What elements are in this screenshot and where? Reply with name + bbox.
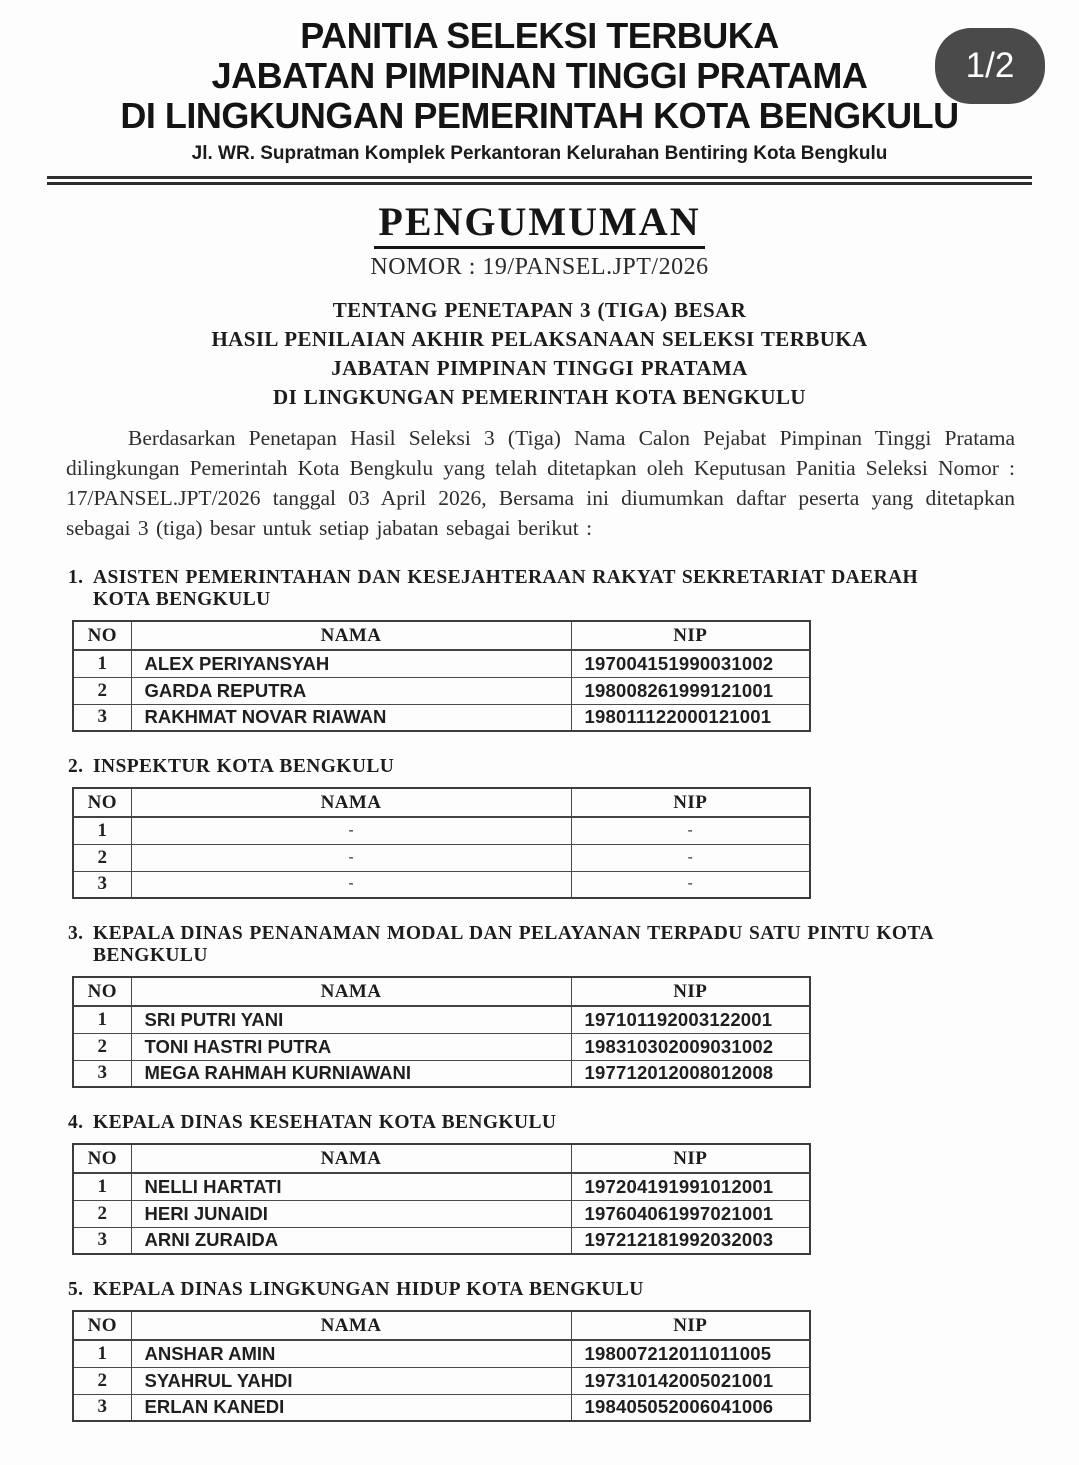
table-header-row [73,788,810,817]
job-section [68,1112,1013,1255]
cell-nip: 197101192003122001 [571,1006,810,1033]
cell-no: 1 [73,1006,131,1033]
results-table [72,787,811,899]
cell-no: 2 [73,1033,131,1060]
letterhead-address: Jl. WR. Supratman Komplek Perkantoran Kelurahan Bentiring Kota Bengkulu [191,143,888,164]
cell-nip: 197004151990031002 [571,650,810,677]
table-row [73,1033,810,1060]
cell-nama: SYAHRUL YAHDI [131,1367,571,1394]
cell-nama: ERLAN KANEDI [131,1394,571,1421]
cell-nama: ANSHAR AMIN [131,1340,571,1367]
announcement-title-row [0,198,1079,249]
cell-no: 1 [73,1173,131,1200]
section-title: INSPEKTUR KOTA BENGKULU [93,756,395,777]
col-header-no: NO [73,977,131,1006]
col-header-nama: NAMA [131,621,571,650]
table-row [73,1227,810,1254]
letterhead-divider [47,176,1032,185]
cell-no: 1 [73,1340,131,1367]
table-row [73,817,810,844]
table-row [73,871,810,898]
cell-nama: - [131,817,571,844]
cell-nip: 197212181992032003 [571,1227,810,1254]
cell-nip: 198008261999121001 [571,677,810,704]
job-section [68,567,1013,732]
col-header-nip: NIP [571,621,810,650]
col-header-nip: NIP [571,977,810,1006]
cell-no: 2 [73,844,131,871]
cell-nama: NELLI HARTATI [131,1173,571,1200]
cell-nama: RAKHMAT NOVAR RIAWAN [131,704,571,731]
cell-nama: ARNI ZURAIDA [131,1227,571,1254]
document-body [0,198,1079,1422]
col-header-nama: NAMA [131,1311,571,1340]
table-row [73,1340,810,1367]
section-heading [68,1112,973,1134]
cell-no: 3 [73,871,131,898]
col-header-nip: NIP [571,1144,810,1173]
announcement-subject [0,296,1079,412]
table-row [73,1200,810,1227]
cell-no: 3 [73,1394,131,1421]
section-title: ASISTEN PEMERINTAHAN DAN KESEJAHTERAAN RAKYAT SEKRETARIAT DAERAH KOTA BENGKULU [93,567,919,610]
cell-no: 2 [73,1367,131,1394]
table-header-row [73,1311,810,1340]
cell-nip: 197604061997021001 [571,1200,810,1227]
cell-no: 3 [73,1227,131,1254]
section-heading [68,923,973,967]
table-row [73,1173,810,1200]
col-header-nama: NAMA [131,788,571,817]
cell-no: 2 [73,1200,131,1227]
table-row [73,677,810,704]
col-header-no: NO [73,1311,131,1340]
table-row [73,1006,810,1033]
letterhead-line-3: DI LINGKUNGAN PEMERINTAH KOTA BENGKULU [120,95,959,136]
section-title: KEPALA DINAS PENANAMAN MODAL DAN PELAYANAN TERPADU SATU PINTU KOTA BENGKULU [93,923,933,966]
cell-nip: 198007212011011005 [571,1340,810,1367]
results-table [72,620,811,732]
job-section [68,923,1013,1088]
cell-nip: 197204191991012001 [571,1173,810,1200]
col-header-no: NO [73,1144,131,1173]
cell-nip: 197310142005021001 [571,1367,810,1394]
cell-nip: 198011122000121001 [571,704,810,731]
cell-no: 1 [73,650,131,677]
body-paragraph: Berdasarkan Penetapan Hasil Seleksi 3 (Tiga) Nama Calon Pejabat Pimpinan Tinggi Pratama dilingkungan Pemerintah Kota Bengkulu yang telah ditetapkan oleh Keputusan Panitia Seleksi Nomor : 17/PANSEL.JPT/2026 tanggal 03 April 2026, Bersama ini diumumkan daftar peserta yang ditetapkan sebagai 3 (tiga) besar untuk setiap jabatan sebagai berikut : [66,426,1015,540]
results-table [72,976,811,1088]
subject-line-1: TENTANG PENETAPAN 3 (TIGA) BESAR [332,298,747,322]
page-indicator-badge: 1/2 [935,28,1045,104]
table-row [73,1060,810,1087]
table-header-row [73,977,810,1006]
col-header-nip: NIP [571,788,810,817]
results-table [72,1143,811,1255]
cell-nip: 198405052006041006 [571,1394,810,1421]
sections-container [68,567,1013,1422]
section-number: 4. [68,1112,84,1133]
cell-no: 3 [73,704,131,731]
section-heading [68,756,973,778]
table-header-row [73,621,810,650]
cell-nip: - [571,871,810,898]
section-title: KEPALA DINAS KESEHATAN KOTA BENGKULU [93,1112,557,1133]
cell-nama: HERI JUNAIDI [131,1200,571,1227]
table-row [73,1367,810,1394]
section-number: 3. [68,923,84,944]
col-header-no: NO [73,621,131,650]
cell-nama: - [131,871,571,898]
subject-line-4: DI LINGKUNGAN PEMERINTAH KOTA BENGKULU [273,385,806,409]
job-section [68,756,1013,899]
section-number: 5. [68,1279,84,1300]
section-number: 2. [68,756,84,777]
subject-line-3: JABATAN PIMPINAN TINGGI PRATAMA [331,356,748,380]
letterhead [0,0,1079,185]
col-header-nama: NAMA [131,1144,571,1173]
cell-no: 2 [73,677,131,704]
section-number: 1. [68,567,84,588]
table-header-row [73,1144,810,1173]
table-row [73,650,810,677]
cell-nip: - [571,844,810,871]
letterhead-line-1: PANITIA SELEKSI TERBUKA [300,15,779,56]
cell-nama: ALEX PERIYANSYAH [131,650,571,677]
cell-nama: GARDA REPUTRA [131,677,571,704]
cell-nama: TONI HASTRI PUTRA [131,1033,571,1060]
col-header-nama: NAMA [131,977,571,1006]
letterhead-line-2: JABATAN PIMPINAN TINGGI PRATAMA [211,55,868,96]
cell-nama: - [131,844,571,871]
subject-line-2: HASIL PENILAIAN AKHIR PELAKSANAAN SELEKSI TERBUKA [211,327,868,351]
cell-nip: 197712012008012008 [571,1060,810,1087]
cell-no: 1 [73,817,131,844]
job-section [68,1279,1013,1422]
table-row [73,704,810,731]
announcement-title: PENGUMUMAN [374,198,704,249]
section-title: KEPALA DINAS LINGKUNGAN HIDUP KOTA BENGKULU [93,1279,644,1300]
announcement-number: NOMOR : 19/PANSEL.JPT/2026 [370,254,709,280]
col-header-no: NO [73,788,131,817]
col-header-nip: NIP [571,1311,810,1340]
section-heading [68,1279,973,1301]
table-row [73,1394,810,1421]
table-row [73,844,810,871]
section-heading [68,567,973,611]
cell-nama: MEGA RAHMAH KURNIAWANI [131,1060,571,1087]
cell-no: 3 [73,1060,131,1087]
cell-nip: 198310302009031002 [571,1033,810,1060]
cell-nip: - [571,817,810,844]
results-table [72,1310,811,1422]
cell-nama: SRI PUTRI YANI [131,1006,571,1033]
